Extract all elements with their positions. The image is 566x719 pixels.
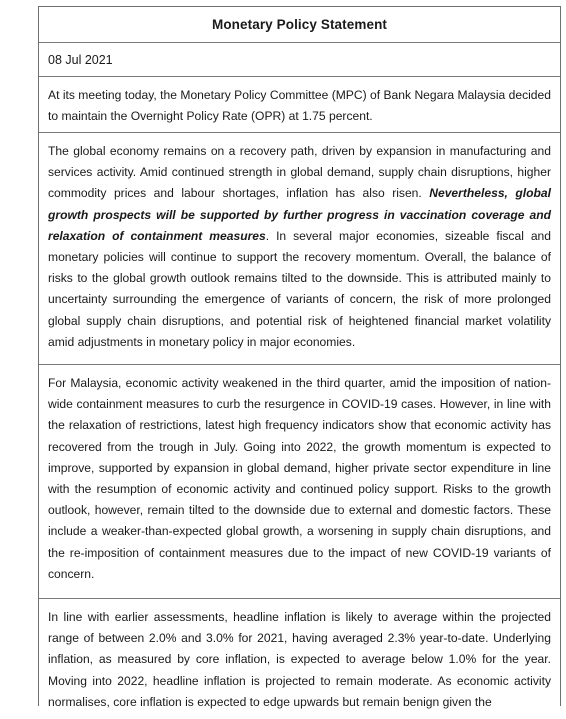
paragraph-3-box <box>39 365 560 599</box>
date-row <box>39 43 560 77</box>
paragraph-decision: At its meeting today, the Monetary Policy Committee (MPC) of Bank Negara Malaysia decided to maintain the Overnight Policy Rate (OPR) at 1.75 percent. <box>48 88 551 124</box>
paragraph-global-text-after: . In several major economies, sizeable fiscal and monetary policies will continue to support the recovery momentum. Overall, the balance of risks to the global growth outlook remains tilted to the downside. This is attributed mainly to uncertainty surrounding the emergence of variants of concern, the risk of more prolonged global supply chain disruptions, and potential risk of heightened financial market volatility amid adjustments in monetary policy in major economies. <box>48 228 552 349</box>
paragraph-1-box <box>39 77 560 133</box>
paragraph-inflation: In line with earlier assessments, headline inflation is likely to average within the projected range of between 2.0% and 3.0% for 2021, having averaged 2.3% year-to-date. Underlying inflation, as measured by core inflation, is expected to average below 1.0% for the year. Moving into 2022, headline inflation is projected to remain moderate. As economic activity normalises, core inflation is expected to edge upwards but remain benign given the <box>48 610 551 709</box>
paragraph-global-emphasis: Nevertheless, global growth prospects will be supported by further progress in vaccination coverage and relaxation of containment measures <box>48 186 551 243</box>
paragraph-malaysia-economy: For Malaysia, economic activity weakened in the third quarter, amid the imposition of nation-wide containment measures to curb the resurgence in COVID-19 cases. However, in line with the relaxation of restrictions, latest high frequency indicators show that economic activity has recovered from the trough in July. Going into 2022, the growth momentum is expected to improve, supported by expansion in global demand, higher private sector expenditure in line with the resumption of economic activity and continued policy support. Risks to the growth outlook, however, remain tilted to the downside due to external and domestic factors. These include a weaker-than-expected global growth, a worsening in supply chain disruptions, and the re-imposition of containment measures due to the impact of new COVID-19 variants of concern. <box>48 376 551 581</box>
statement-document <box>38 6 561 709</box>
statement-date: 08 Jul 2021 <box>48 52 113 67</box>
paragraph-2-box <box>39 133 560 365</box>
document-title: Monetary Policy Statement <box>211 17 388 32</box>
paragraph-4-box <box>39 599 560 719</box>
title-row <box>39 7 560 43</box>
paragraph-global-economy <box>48 141 551 353</box>
paragraph-global-text-before: The global economy remains on a recovery path, driven by expansion in manufacturing and services activity. Amid continued strength in global demand, supply chain disruptions, higher commodity prices and labour shortages, inflation has also risen. <box>48 144 551 201</box>
